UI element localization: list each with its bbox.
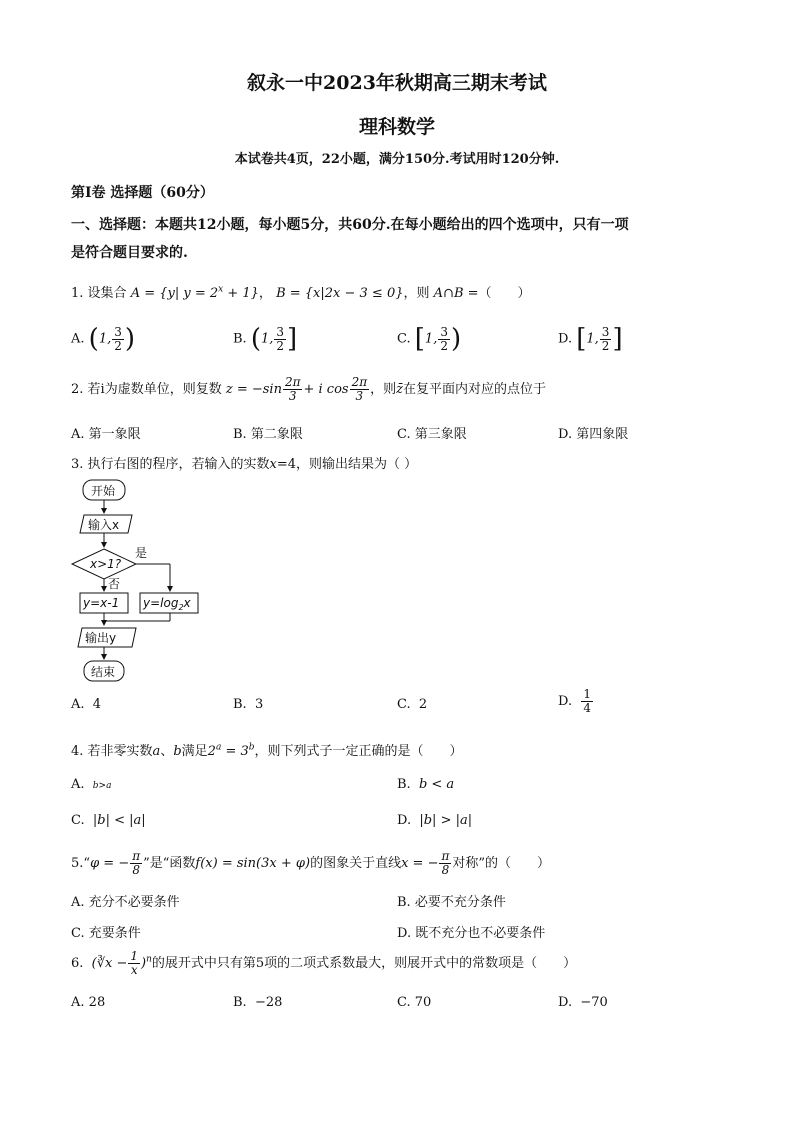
question-6-stem: 6. (∛x − $\frac{1}{x}$ )$^n$的展开式中只有第5项的二项式系数最大，则展开式中的常数项是（ ） xyxy=(71,949,577,977)
exam-info: 本试卷共4页，22小题，满分150分.考试用时120分钟. xyxy=(234,152,560,167)
q4-option-c: C. |b| < |a| xyxy=(71,813,146,828)
q4-option-b: B. b < a xyxy=(397,777,455,792)
question-5-stem: 5.“φ = − $\frac{\pi}{8}$ ”是“函数f(x) = sin(3x + φ)的图象关于直线x = − $\frac{\pi}{8}$ 对称”的（ ） xyxy=(71,849,551,877)
q3-option-a: A. 4 xyxy=(71,697,102,712)
q6-option-b: B. −28 xyxy=(233,995,283,1010)
flow-end-label: 结束 xyxy=(91,665,116,679)
q5-option-c: C. 充要条件 xyxy=(71,926,141,941)
flow-right-label: y=log xyxy=(143,596,179,610)
flow-output-label: 输出y xyxy=(85,631,117,645)
flow-log-arg: x xyxy=(183,596,191,610)
q4-option-a: A. b>a xyxy=(71,777,112,792)
question-4-stem: 4. 若非零实数a、b满足$2^a = 3^b$，则下列式子一定正确的是（ ） xyxy=(71,742,463,759)
q6-option-c: C. 70 xyxy=(397,995,432,1010)
section-instruction-2: 是符合题目要求的. xyxy=(71,245,188,261)
q2-option-d: D. 第四象限 xyxy=(558,427,629,442)
q3-option-b: B. 3 xyxy=(233,697,264,712)
flow-no-label: 否 xyxy=(108,577,121,591)
q5-option-d: D. 既不充分也不必要条件 xyxy=(397,926,546,941)
question-1-stem xyxy=(71,282,531,301)
q1-option-b: B. (1, $\frac{3}{2}$ ] xyxy=(233,324,298,354)
q2-option-c: C. 第三象限 xyxy=(397,427,467,442)
q1-option-d: D. [1, $\frac{3}{2}$ ] xyxy=(558,324,623,354)
svg-text:y=log2x xyxy=(142,596,192,612)
q4-option-d: D. |b| > |a| xyxy=(397,813,473,828)
q6-option-d: D. −70 xyxy=(558,995,608,1010)
q1-comma: ， xyxy=(258,286,272,301)
q1-stem-end: =（ ） xyxy=(467,286,531,301)
question-2-stem: 2. 若i为虚数单位，则复数 z = −sin $\frac{2\pi}{3}$ + i cos $\frac{2\pi}{3}$ ，则z̄在复平面内对应的点位于 xyxy=(71,375,546,403)
flow-start-label: 开始 xyxy=(91,484,116,498)
q1-option-c: C. [1, $\frac{3}{2}$ ) xyxy=(397,324,462,354)
flowchart xyxy=(70,475,210,685)
q6-option-a: A. 28 xyxy=(71,995,106,1010)
q2-option-a: A. 第一象限 xyxy=(71,427,141,442)
question-3-stem: 3. 执行右图的程序，若输入的实数x=4，则输出结果为（ ） xyxy=(71,457,418,472)
q5-option-b: B. 必要不充分条件 xyxy=(397,895,506,910)
flow-left-label: y=x-1 xyxy=(83,596,120,610)
q2-option-b: B. 第二象限 xyxy=(233,427,303,442)
q1-option-a: A. (1, $\frac{3}{2}$ ) xyxy=(71,324,136,354)
q1-stem-mid: ，则 xyxy=(403,286,430,301)
section-instruction-1: 一、选择题：本题共12小题，每小题5分，共60分.在每小题给出的四个选项中，只有一项 xyxy=(71,217,629,233)
subject-title: 理科数学 xyxy=(358,116,435,138)
flow-log-base: 2 xyxy=(178,603,184,612)
section-heading: 第I卷 选择题（60分） xyxy=(71,185,214,201)
flow-input-label: 输入x xyxy=(88,518,120,532)
q3-option-c: C. 2 xyxy=(397,697,428,712)
q1-set-b: B = {x|2x − 3 ≤ 0} xyxy=(276,286,404,301)
q1-set-a: A = {y| $y = 2^x + 1$} xyxy=(130,284,259,301)
q3-option-d: D. $\frac{1}{4}$ xyxy=(558,687,591,715)
flow-yes-label: 是 xyxy=(135,546,148,560)
q1-stem-start: 1. 设集合 xyxy=(71,286,127,301)
q1-expr: A∩B xyxy=(433,286,464,301)
exam-title: 叙永一中2023年秋期高三期末考试 xyxy=(247,72,547,94)
q5-option-a: A. 充分不必要条件 xyxy=(71,895,180,910)
flow-cond-label: x>1? xyxy=(90,557,122,571)
